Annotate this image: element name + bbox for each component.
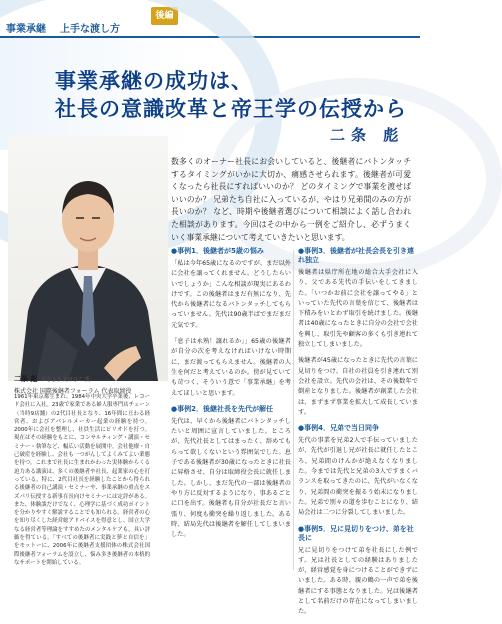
- case-2-body: 先代は、早くから後継者にバトンタッチしたいと周囲に宣言していました。ところが、先代社長としてはまったく、辞めてもらって欲しくないという雰囲気でした。息子である後継者が30歳になったときに社長に昇格させ、自分は取締役会長に就任しました。しかし、まだ先代の一部は後継者のやり方に反対するようになり、事あるごとに口を出す。後継者も自分が社長だと言い張り、何度も衝突を繰り返しました。ある時、結局先代は後継者を解任してしまいました。: [171, 417, 291, 539]
- author-photo: [8, 136, 168, 381]
- case-4-heading: ●事例4．兄弟で当日同争: [298, 424, 379, 433]
- case-1-body-2: 「息子は永熟！譲れるか」」65歳の後継者が自分の次を考えなければいけない時期に、まだ渡ってもらえません。後継者の人生を何だと考えているのか。傍が見ていても苛つく、そういう意で「事業承継」を考えてほしいと思います。: [171, 338, 291, 397]
- case-5-body: 兄に見切りをつけて弟を社長にした例です。兄は社長としての経験はありましたが、経営感覚を身につけることができずにいました。ある時、親の鶴の一声で弟を後継者にする事態となりました。兄は後継者として名前だけの存在になってしまいました。: [298, 546, 418, 616]
- lead-paragraph: 数多くのオーナー社長にお会いしていると、後継者にバトンタッチするタイミングがいかに大切か、痛感させられます。後継者が可愛くなったら社長にすればいいのか？ どのタイミングで事業を渡せばいいのか？ 兄弟たち自社に入っているが、やはり兄弟間のみの方が長いのか？ など、時期や後継者選びについて相談によく話し合われた相談があります。今回はその中から一例をご紹介し、必ずうまくいく事業承継について考えていきたいと思います。: [171, 157, 411, 242]
- main-title-line-2: 社長の意識改革と帝王学の伝授から: [55, 97, 407, 121]
- case-1-body: 「私は今年65歳になるのですが、まだ以外に会社を譲ってくれません。どうしたらいいでしょうか」こんな相談が現実にあるわけです。この後継者はまだ有無になり、先代から後継者になるバトンタッチしてもらっていません。先代は90歳半ばでまだまだ元気です。: [171, 260, 291, 329]
- author-bio: 1961年東京都生まれ。1984年中央大学卒業後、レコード会社に入社。23歳で家業である婦人服専門店チェーン（当時9店舗）の2代目社長となり、16年間に亘わる経営者、およびアパレルメーカー起業の経験を持つ。2000年に会社を整理し、社員生活にピリオドを打つ。現在はその経験をもとに、コンサルティング・講演・セミナー・執筆など、幅広い活動を展開中。会社他療・自己破産を経験し、会社も一つがんしてよくみてよい業態を持つ。これまで社長に生まれかわった実体験からくる迫力ある講演は、多くの後継者や社長、起業家の心を打っている。特に、2代目社長を経験したことから得られる後継者の自己講演・セミナーや、事業承継の重点をスズパリ伝授する新事在長向けセミナーには定評がある。また、体験談だけでなく、心理学に基づく成功ポイントを分かりやすく解説することでも知られる。経営者の心を知り尽くした経営総アドバイスを得意とし、国立大学なる経営者等理論をすすめたのメンタルケアも。具い評価を得ている。「すべての後継者に実践と夢と自信を」をモットーに、2006年に後継者支援団体の株式会社国際後継者フォーラムを設立し、悩み多き後継者の本格的なサポートを開始している。: [14, 394, 150, 566]
- case-1-continued: [171, 337, 291, 399]
- case-5-section: [298, 525, 418, 618]
- left-column: [171, 247, 291, 546]
- case-3-continued: [298, 356, 418, 418]
- case-5-heading: ●事例5．兄に見切りをつけ、弟を社長に: [298, 524, 414, 542]
- caption-ruby: にじょう たけひこ 氏: [41, 377, 90, 383]
- right-column: [298, 247, 418, 624]
- case-3-heading: ●事例3．後継者が社長会長を引き連れ独立: [298, 247, 414, 264]
- caption-name: 二条 彪 にじょう たけひこ 氏: [14, 375, 90, 383]
- case-1-section: [171, 247, 291, 331]
- part-badge: 後編: [151, 7, 178, 25]
- case-3-section: [298, 247, 418, 350]
- case-4-body: 先代の事業を兄弟2人で手伝っていましたが、先代が引退し兄が社長に就任したところ、兄弟間のけんかが絶えなくなりました。今までは先代と兄弟の3人ですまくバランスを取ってきたのに、先代がいなくなり、兄弟間の衝突を振るう始末になりました。兄弟で別々の道を歩むことになり、結局会社は二つに分裂してしまいました。: [298, 437, 418, 517]
- caption-organization: 株式会社 国際後継者フォーラム 代表取締役: [14, 388, 132, 395]
- case-3-body: 後継者は県庁所在地の総合大手会社に入り、父である先代の手伝いをしてきました。「いつかお前に会社を譲ってやる」といっていた先代の言葉を信じて、後継者は下積みをいとわず取引を続けました。後継者は40歳になったときに自分の会社で会社を興し、取引先や顧客の多くも引き連れて独立してしまいました。: [298, 269, 418, 349]
- author-name: 二条 彪: [330, 126, 405, 144]
- case-2-heading: ●事例2．後継社長を先代が解任: [171, 404, 273, 413]
- main-title-line-1: 事業承継の成功は、: [55, 69, 253, 93]
- author-portrait-illustration: [8, 136, 168, 381]
- case-2-section: [171, 405, 291, 541]
- series-title: 事業承継: [6, 24, 46, 35]
- column-divider: [293, 250, 294, 570]
- series-subtitle: 上手な渡し方: [60, 24, 120, 35]
- hero-banner: [0, 38, 420, 150]
- case-1-heading: ●事例1．後継者が5歳の悩み: [171, 247, 264, 255]
- photo-caption: [14, 374, 154, 395]
- case-3-body-2: 後継者が45歳になったときに先代の言葉に見切りをつけ、自社の社員を引き連れて別会社を設立。先代の会社は、その後数年で倒産となりました。後継者が創業した会社は、まずまず事業を拡大して成長しています。: [298, 357, 418, 416]
- case-4-section: [298, 424, 418, 518]
